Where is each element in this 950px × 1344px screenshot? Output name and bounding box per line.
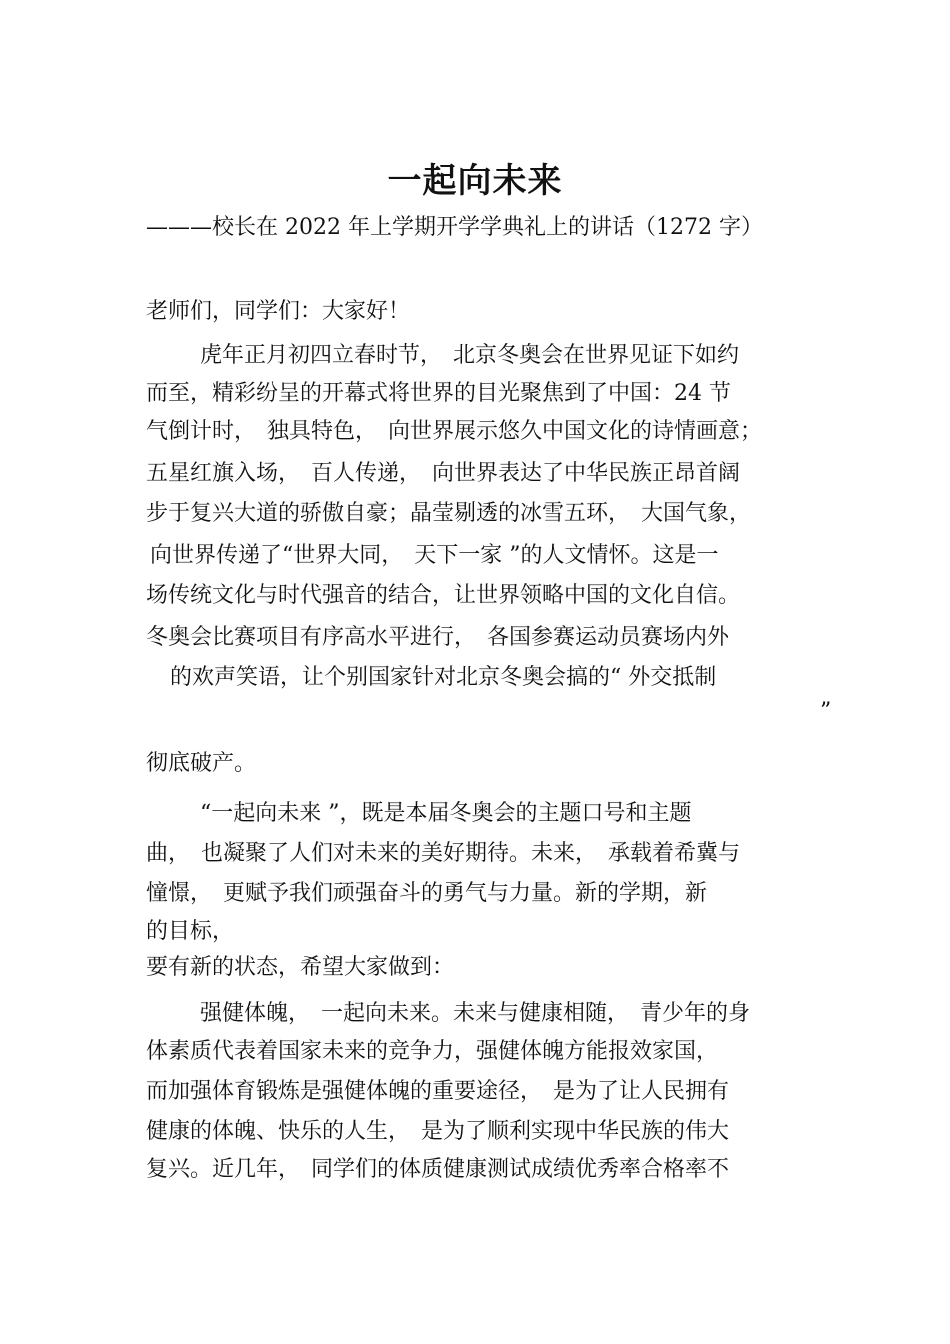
- body-line: 场传统文化与时代强音的结合，让世界领略中国的文化自信。: [146, 583, 741, 608]
- body-line: 曲， 也凝聚了人们对未来的美好期待。未来， 承载着希冀与: [146, 841, 741, 866]
- body-line: 憧憬， 更赋予我们顽强奋斗的勇气与力量。新的学期，新: [146, 881, 708, 906]
- body-line: 五星红旗入场， 百人传递， 向世界表达了中华民族正昂首阔: [146, 461, 741, 486]
- body-line: 气倒计时， 独具特色， 向世界展示悠久中国文化的诗情画意；: [146, 419, 763, 444]
- body-line: 强健体魄， 一起向未来。未来与健康相随， 青少年的身: [200, 1001, 751, 1026]
- body-line: 冬奥会比赛项目有序高水平进行， 各国参赛运动员赛场内外: [146, 625, 730, 650]
- page-title: 一起向未来: [387, 161, 563, 201]
- body-line: “一起向未来 ”，既是本届冬奥会的主题口号和主题: [200, 801, 692, 826]
- body-line: 老师们，同学们：大家好！: [146, 299, 411, 324]
- body-line: 步于复兴大道的骄傲自豪；晶莹剔透的冰雪五环， 大国气象，: [146, 501, 752, 526]
- body-line: 体素质代表着国家未来的竞争力，强健体魄方能报效家国，: [146, 1039, 719, 1064]
- body-line: 而至，精彩纷呈的开幕式将世界的目光聚焦到了中国：24 节: [146, 381, 731, 406]
- body-line: 虎年正月初四立春时节， 北京冬奥会在世界见证下如约: [200, 343, 740, 368]
- body-line: 而加强体育锻炼是强健体魄的重要途径， 是为了让人民拥有: [146, 1079, 730, 1104]
- body-line: 彻底破产。: [146, 751, 257, 776]
- body-line: 向世界传递了“世界大同， 天下一家 ”的人文情怀。这是一: [150, 543, 719, 568]
- body-line: 复兴。近几年， 同学们的体质健康测试成绩优秀率合格率不: [146, 1157, 730, 1182]
- body-line: 的目标，: [146, 919, 235, 944]
- page-subtitle: ———校长在 2022 年上学期开学学典礼上的讲话（1272 字）: [146, 215, 763, 240]
- body-line: 要有新的状态，希望大家做到：: [146, 955, 455, 980]
- body-line: 健康的体魄、快乐的人生， 是为了顺利实现中华民族的伟大: [146, 1119, 730, 1144]
- body-line: ”: [820, 699, 832, 724]
- body-line: 的欢声笑语，让个别国家针对北京冬奥会搞的“ 外交抵制: [170, 665, 717, 690]
